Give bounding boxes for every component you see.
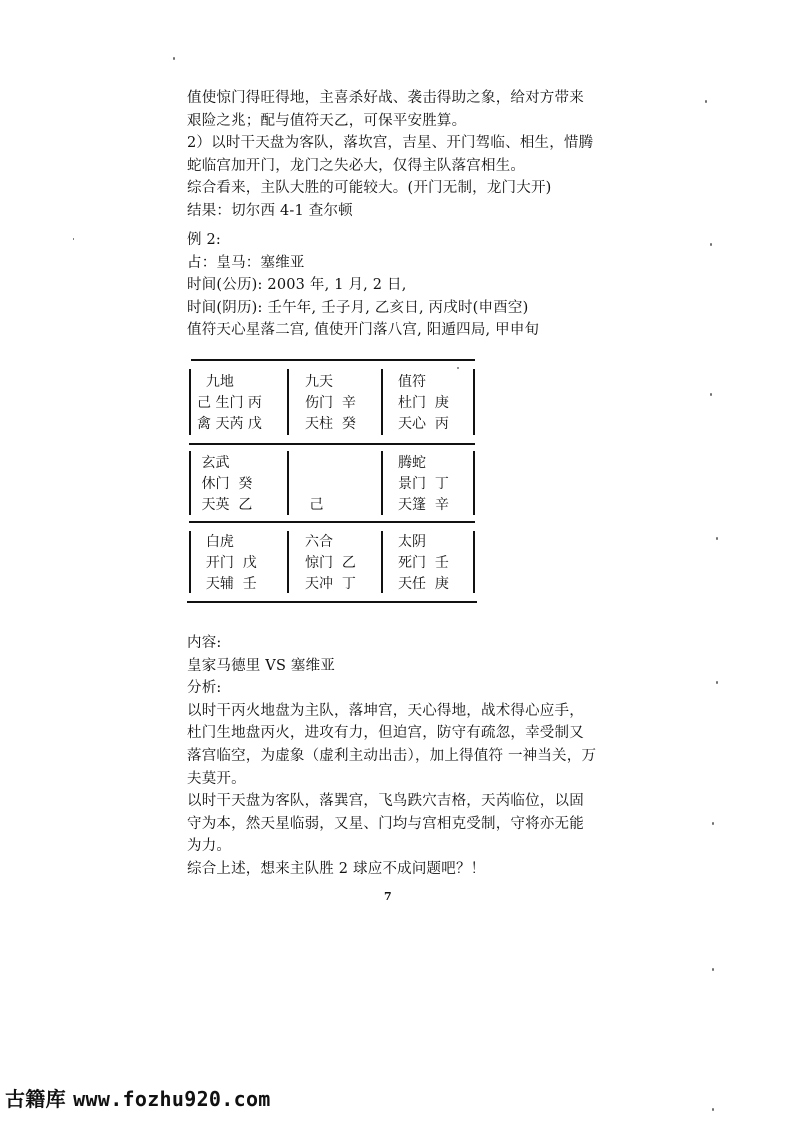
palace-door: 伤门 辛 [305, 395, 356, 411]
watermark-site: www.fozhu920.com [73, 1087, 271, 1111]
watermark-brand: 古籍库 [5, 1087, 66, 1111]
palace-door: 杜门 庚 [398, 395, 449, 411]
palace-star: 天英 乙 [197, 497, 253, 513]
palace-god: 值符 [398, 374, 426, 390]
palace-god: 六合 [305, 534, 333, 550]
text-line: 值使惊门得旺得地，主喜杀好战、袭击得助之象，给对方带来 [187, 90, 584, 106]
result-line: 结果：切尔西 4-1 查尔顿 [187, 202, 353, 219]
palace-door: 己 生门 丙 [197, 395, 262, 411]
palace-cell [197, 453, 285, 516]
ju-line: 值符天心星落二宫, 值使开门落八宫, 阳遁四局, 甲申旬 [187, 322, 540, 339]
example-heading: 例 2: [187, 232, 222, 248]
palace-star: 天任 庚 [398, 576, 449, 592]
scan-speck [710, 243, 712, 246]
grid-line [191, 359, 475, 361]
top-paragraph [187, 87, 627, 223]
scan-speck [710, 393, 712, 396]
palace-star: 天柱 癸 [305, 416, 356, 432]
palace-star: 天辅 壬 [197, 576, 257, 592]
palace-cell [197, 532, 285, 595]
grid-line [189, 521, 475, 523]
text-line: 艰险之兆；配与值符天乙，可保平安胜算。 [187, 112, 467, 129]
palace-door: 休门 癸 [197, 476, 253, 492]
text-line: 夫莫开。 [187, 770, 246, 787]
match-line: 皇家马德里 VS 塞维亚 [187, 657, 336, 674]
scan-speck [173, 57, 175, 60]
palace-door: 开门 戊 [197, 555, 257, 571]
palace-door [305, 474, 393, 495]
scan-speck [73, 238, 74, 240]
grid-line [189, 531, 191, 593]
scan-speck [705, 100, 707, 103]
lunar-time-line: 时间(阴历): 壬午年, 壬子月, 乙亥日, 丙戌时(申酉空) [187, 299, 529, 316]
palace-door: 惊门 乙 [305, 555, 356, 571]
page-number: 7 [384, 890, 392, 903]
grid-line [189, 451, 191, 515]
text-line: 为力。 [187, 838, 232, 855]
palace-cell [398, 453, 486, 516]
grid-line [287, 531, 289, 593]
text-line: 以时干天盘为客队，落巽宫，飞鸟跌穴吉格，天芮临位，以固 [187, 793, 584, 810]
palace-door: 死门 壬 [398, 555, 449, 571]
palace-god: 九天 [305, 374, 333, 390]
text-line: 守为本，然天星临弱，又星、门均与宫相克受制，守将亦无能 [187, 815, 584, 832]
palace-cell [197, 372, 285, 435]
analysis-heading: 分析: [187, 680, 222, 697]
text-line: 落宫临空，为虚象（虚利主动出击），加上得值符 一神当关，万 [187, 747, 597, 764]
watermark [5, 1083, 271, 1112]
scan-speck [716, 537, 718, 540]
scan-speck [712, 1108, 714, 1111]
palace-god: 玄武 [197, 455, 230, 471]
palace-god: 腾蛇 [398, 455, 426, 471]
scan-speck [712, 822, 714, 825]
scan-speck [712, 968, 714, 971]
palace-cell [398, 532, 486, 595]
palace-star: 己 [305, 497, 324, 513]
text-line: 蛇临宫加开门，龙门之失必大，仅得主队落宫相生。 [187, 157, 526, 174]
palace-cell [305, 372, 393, 435]
solar-time-line: 时间(公历): 2003 年, 1 月, 2 日, [187, 277, 407, 294]
example-header [187, 229, 627, 342]
scan-speck [457, 367, 459, 369]
grid-line [187, 601, 477, 603]
grid-line [287, 369, 289, 435]
palace-door: 景门 丁 [398, 476, 449, 492]
palace-cell [305, 532, 393, 595]
grid-line [189, 369, 191, 435]
content-section [187, 632, 627, 881]
palace-star: 禽 天芮 戊 [197, 416, 262, 432]
palace-cell [398, 372, 486, 435]
palace-star: 天冲 丁 [305, 576, 356, 592]
grid-line [189, 443, 475, 445]
palace-cell-center [305, 453, 393, 516]
palace-god: 太阴 [398, 534, 426, 550]
palace-god: 白虎 [197, 534, 234, 550]
text-line: 综合看来，主队大胜的可能较大。(开门无制，龙门大开) [187, 180, 552, 197]
conclusion-line: 综合上述，想来主队胜 2 球应不成问题吧？！ [187, 860, 486, 877]
scan-speck [716, 681, 718, 684]
divination-line: 占：皇马：塞维亚 [187, 254, 305, 271]
text-line: 2）以时干天盘为客队，落坎宫，吉星、开门驾临、相生，惜腾 [187, 135, 594, 152]
text-line: 杜门生地盘丙火，进攻有力，但迫宫，防守有疏忽，幸受制又 [187, 725, 584, 742]
text-line: 以时干丙火地盘为主队，落坤宫，天心得地，战术得心应手， [187, 702, 584, 719]
content-heading: 内容: [187, 635, 222, 651]
grid-line [287, 451, 289, 515]
palace-god [305, 453, 393, 474]
qimen-grid [187, 359, 475, 603]
palace-god: 九地 [197, 374, 234, 390]
palace-star: 天心 丙 [398, 416, 449, 432]
palace-star: 天篷 辛 [398, 497, 449, 513]
